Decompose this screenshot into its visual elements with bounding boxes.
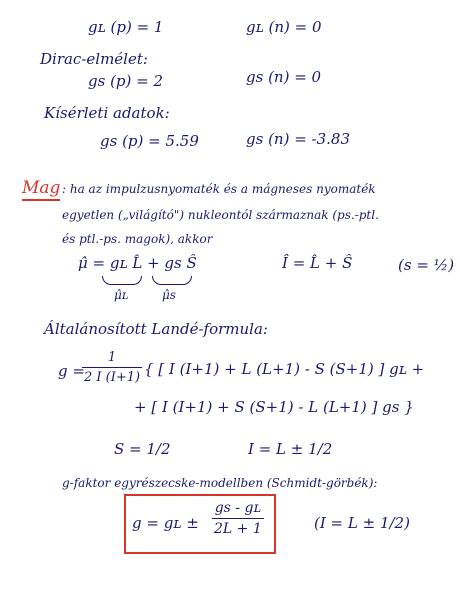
lande-fraction-num: 1 [107, 350, 117, 365]
gl-n: gʟ (n) = 0 [246, 18, 322, 36]
schmidt-lhs: g = gʟ ± [132, 514, 199, 532]
schmidt-fraction [212, 500, 264, 537]
lande-term-2: + [ I (I+1) + S (S+1) - L (L+1) ] gs } [134, 398, 414, 416]
lande-fraction [82, 350, 142, 385]
lande-heading: Általánosított Landé-formula: [44, 320, 268, 338]
mag-underline [22, 199, 60, 201]
lande-fraction-den: 2 I (I+1) [84, 370, 141, 385]
schmidt-fraction-den: 2L + 1 [214, 521, 262, 537]
dirac-gs-n: gs (n) = 0 [246, 68, 322, 86]
s-value: (s = ½) [398, 256, 455, 274]
mu-l-brace [102, 276, 142, 285]
exp-gs-p: gs (p) = 5.59 [100, 132, 199, 150]
mag-label: Mag [22, 178, 61, 198]
schmidt-fraction-bar [212, 518, 264, 519]
exp-gs-n: gs (n) = -3.83 [246, 130, 351, 148]
exp-heading: Kísérleti adatok: [44, 104, 170, 122]
i-equation: Î = L̂ + Ŝ [282, 254, 353, 272]
mu-s-brace [152, 276, 192, 285]
dirac-heading: Dirac-elmélet: [40, 50, 148, 68]
mag-line-3: és ptl.-ps. magok), akkor [62, 232, 213, 246]
mu-equation: μ̂ = gʟ L̂ + gs Ŝ [78, 254, 197, 272]
schmidt-heading: g-faktor egyrészecske-modellben (Schmidt-görbék): [62, 476, 378, 490]
gl-p: gʟ (p) = 1 [88, 18, 164, 36]
i-equals: I = L ± 1/2 [248, 440, 333, 458]
mag-line-1: : ha az impulzusnyomaték és a mágneses nyomaték [62, 182, 376, 196]
s-equals: S = 1/2 [114, 440, 171, 458]
mag-line-2: egyetlen („világító") nukleontól származnak (ps.-ptl. [62, 208, 379, 222]
lande-term-1: { [ I (I+1) + L (L+1) - S (S+1) ] gʟ + [144, 360, 425, 378]
lande-fraction-bar [82, 367, 142, 368]
schmidt-fraction-num: gs - gʟ [214, 500, 262, 516]
mu-s-label: μ̂s [162, 288, 176, 302]
mu-l-label: μ̂ʟ [114, 288, 129, 302]
schmidt-note: (I = L ± 1/2) [314, 514, 410, 532]
dirac-gs-p: gs (p) = 2 [88, 72, 164, 90]
lande-g-eq: g = [58, 362, 85, 380]
